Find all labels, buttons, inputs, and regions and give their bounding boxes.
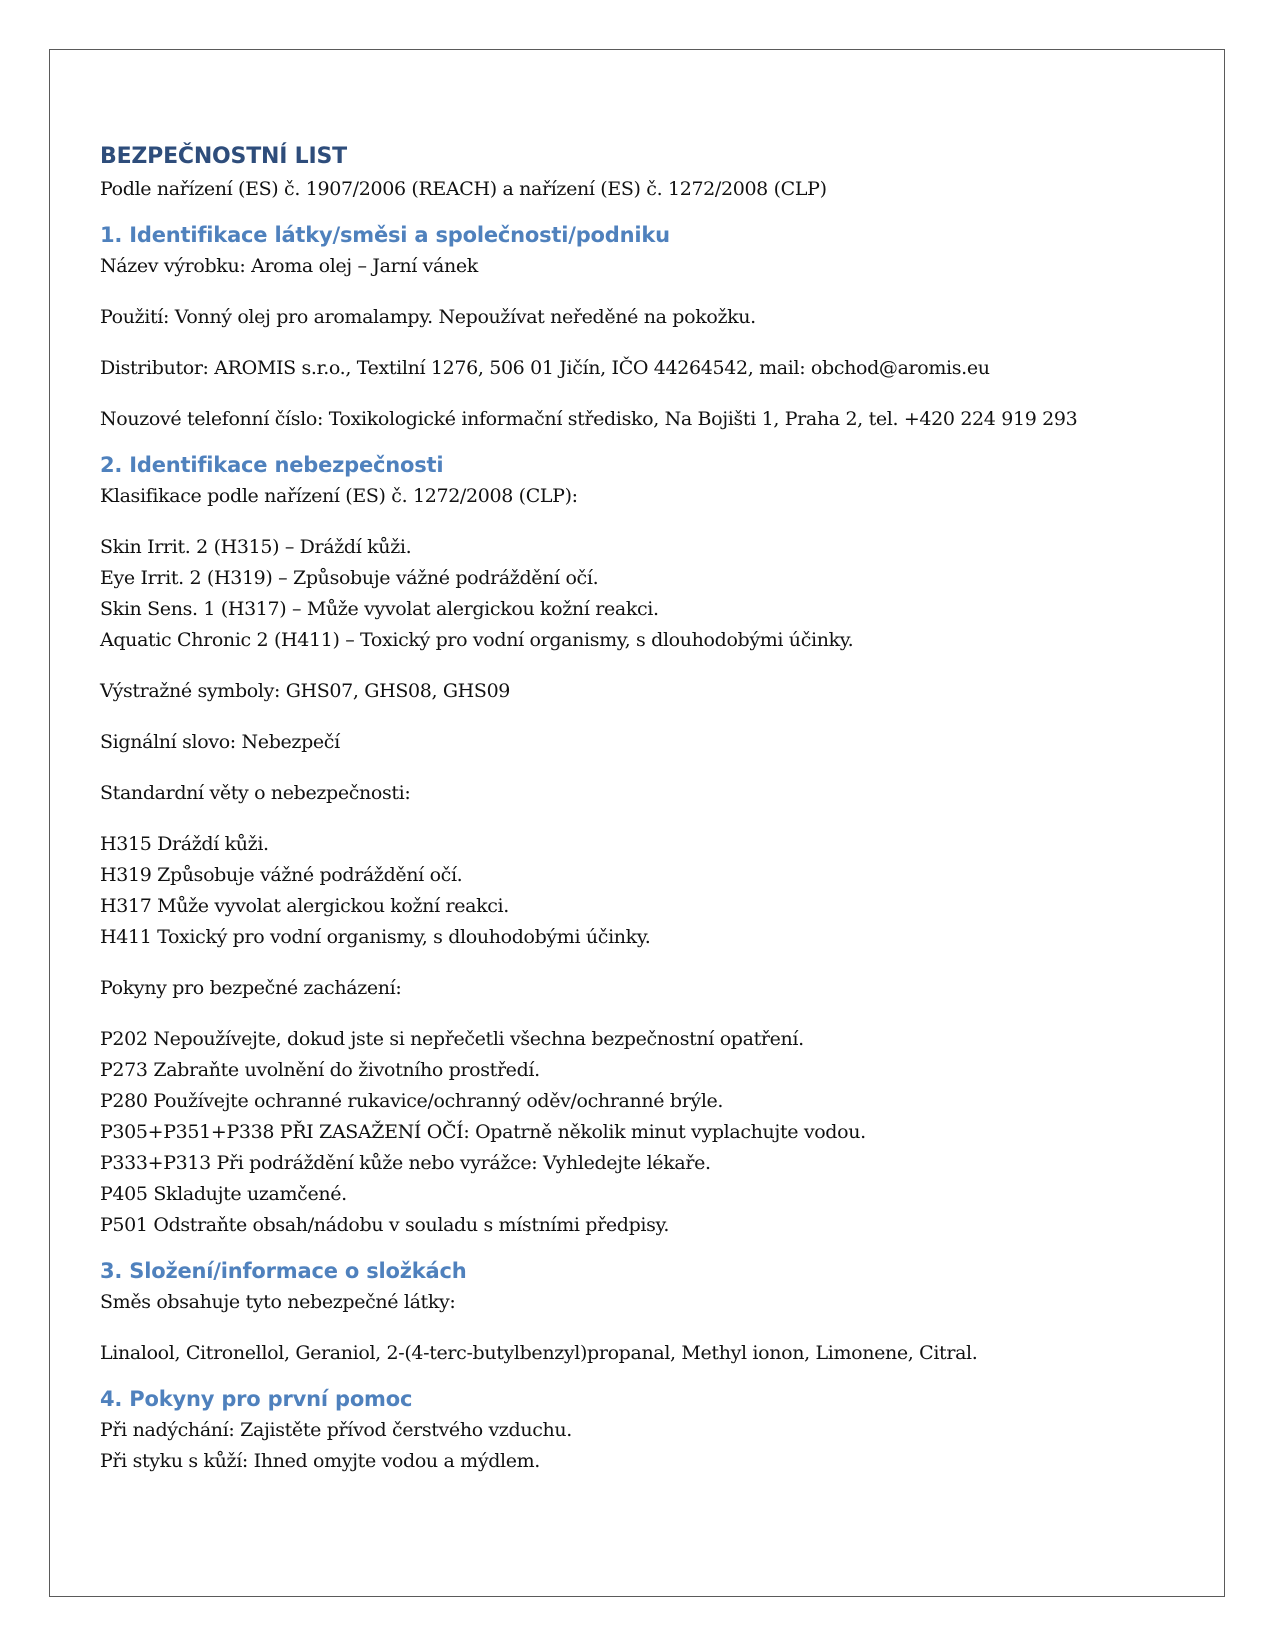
hazard-statement: H319 Způsobuje vážné podráždění očí.	[100, 864, 463, 886]
product-name: Název výrobku: Aroma olej – Jarní vánek	[100, 255, 478, 277]
distributor-info: Distributor: AROMIS s.r.o., Textilní 1276, 506 01 Jičín, IČO 44264542, mail: obchod@aromis.eu	[100, 357, 990, 379]
product-use: Použití: Vonný olej pro aromalampy. Nepoužívat neředěné na pokožku.	[100, 306, 756, 328]
precautionary-statement: P273 Zabraňte uvolnění do životního prostředí.	[100, 1059, 540, 1081]
section-3-heading: 3. Složení/informace o složkách	[100, 1259, 467, 1283]
classification-item: Skin Irrit. 2 (H315) – Dráždí kůži.	[100, 536, 412, 558]
hazard-statements-label: Standardní věty o nebezpečnosti:	[100, 782, 411, 804]
document-subtitle: Podle nařízení (ES) č. 1907/2006 (REACH) a nařízení (ES) č. 1272/2008 (CLP)	[100, 178, 827, 200]
hazard-statement: H411 Toxický pro vodní organismy, s dlouhodobými účinky.	[100, 926, 651, 948]
section-1-heading: 1. Identifikace látky/směsi a společnosti/podniku	[100, 223, 670, 247]
hazard-statement: H315 Dráždí kůži.	[100, 833, 269, 855]
precautionary-label: Pokyny pro bezpečné zacházení:	[100, 977, 402, 999]
first-aid-instruction: Při styku s kůží: Ihned omyjte vodou a mýdlem.	[100, 1450, 540, 1472]
precautionary-statement: P305+P351+P338 PŘI ZASAŽENÍ OČÍ: Opatrně několik minut vyplachujte vodou.	[100, 1121, 866, 1143]
precautionary-statement: P202 Nepoužívejte, dokud jste si nepřečetli všechna bezpečnostní opatření.	[100, 1028, 804, 1050]
precautionary-statement: P405 Skladujte uzamčené.	[100, 1183, 347, 1205]
section-4-heading: 4. Pokyny pro první pomoc	[100, 1387, 413, 1411]
precautionary-statement: P280 Používejte ochranné rukavice/ochranný oděv/ochranné brýle.	[100, 1090, 724, 1112]
classification-item: Eye Irrit. 2 (H319) – Způsobuje vážné podráždění očí.	[100, 567, 599, 589]
classification-label: Klasifikace podle nařízení (ES) č. 1272/2008 (CLP):	[100, 485, 578, 507]
document-title: BEZPEČNOSTNÍ LIST	[100, 144, 347, 169]
precautionary-statement: P501 Odstraňte obsah/nádobu v souladu s místními předpisy.	[100, 1214, 670, 1236]
signal-word: Signální slovo: Nebezpečí	[100, 731, 340, 753]
section-2-heading: 2. Identifikace nebezpečnosti	[100, 453, 444, 477]
warning-symbols: Výstražné symboly: GHS07, GHS08, GHS09	[100, 680, 511, 702]
document-body	[100, 140, 1180, 1477]
classification-item: Skin Sens. 1 (H317) – Může vyvolat alergickou kožní reakci.	[100, 598, 659, 620]
classification-item: Aquatic Chronic 2 (H411) – Toxický pro vodní organismy, s dlouhodobými účinky.	[100, 629, 854, 651]
hazardous-substances: Linalool, Citronellol, Geraniol, 2-(4-terc-butylbenzyl)propanal, Methyl ionon, Limonene, Citral.	[100, 1342, 978, 1364]
hazard-statement: H317 Může vyvolat alergickou kožní reakci.	[100, 895, 509, 917]
first-aid-instruction: Při nadýchání: Zajistěte přívod čerstvého vzduchu.	[100, 1419, 572, 1441]
emergency-phone: Nouzové telefonní číslo: Toxikologické informační středisko, Na Bojišti 1, Praha 2, tel. +420 224 919 293	[100, 408, 1078, 430]
composition-intro: Směs obsahuje tyto nebezpečné látky:	[100, 1291, 456, 1313]
precautionary-statement: P333+P313 Při podráždění kůže nebo vyrážce: Vyhledejte lékaře.	[100, 1152, 711, 1174]
